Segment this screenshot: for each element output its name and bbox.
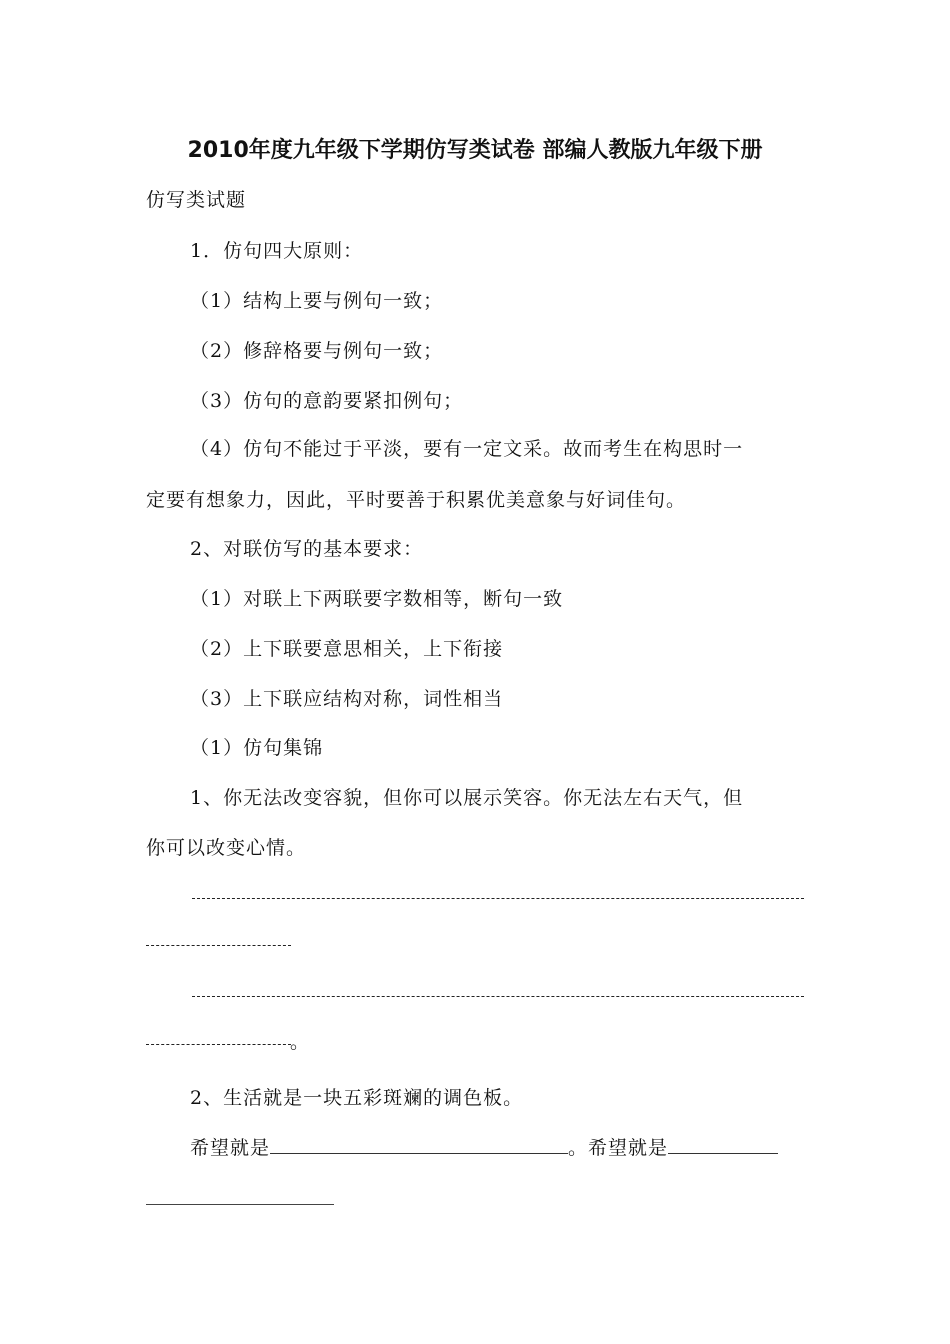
fill-mid: 。希望就是 <box>568 1137 669 1159</box>
answer-blank-line <box>192 898 804 899</box>
answer-blank-line <box>192 996 804 997</box>
paragraph: （2）上下联要意思相关，上下衔接 <box>190 638 504 660</box>
paragraph: （1）仿句集锦 <box>190 737 324 759</box>
paragraph: 2、生活就是一块五彩斑斓的调色板。 <box>190 1087 524 1109</box>
paragraph: 1、你无法改变容貌，但你可以展示笑容。你无法左右天气，但 <box>190 787 744 809</box>
section-heading: 仿写类试题 <box>146 189 247 211</box>
page-title: 2010年度九年级下学期仿写类试卷 部编人教版九年级下册 <box>187 138 763 163</box>
paragraph: 你可以改变心情。 <box>146 837 307 859</box>
paragraph: 2、对联仿写的基本要求： <box>190 538 424 560</box>
paragraph: （1）对联上下两联要字数相等，断句一致 <box>190 588 564 610</box>
paragraph: （2）修辞格要与例句一致； <box>190 340 444 362</box>
answer-blank-line <box>146 1044 291 1045</box>
paragraph: 1．仿句四大原则： <box>190 240 364 262</box>
fill-blank <box>270 1135 568 1154</box>
paragraph: （4）仿句不能过于平淡，要有一定文采。故而考生在构思时一 <box>190 438 744 460</box>
fill-prefix: 希望就是 <box>190 1137 271 1159</box>
paragraph: （1）结构上要与例句一致； <box>190 290 444 312</box>
fill-blank <box>668 1135 778 1154</box>
fill-in-line <box>190 1132 816 1164</box>
answer-blank-line <box>146 945 291 946</box>
paragraph: （3）上下联应结构对称，词性相当 <box>190 688 504 710</box>
paragraph: 定要有想象力，因此，平时要善于积累优美意象与好词佳句。 <box>146 489 687 511</box>
period-mark: 。 <box>290 1031 310 1053</box>
fill-blank-continued <box>146 1204 334 1205</box>
paragraph: （3）仿句的意韵要紧扣例句； <box>190 390 464 412</box>
